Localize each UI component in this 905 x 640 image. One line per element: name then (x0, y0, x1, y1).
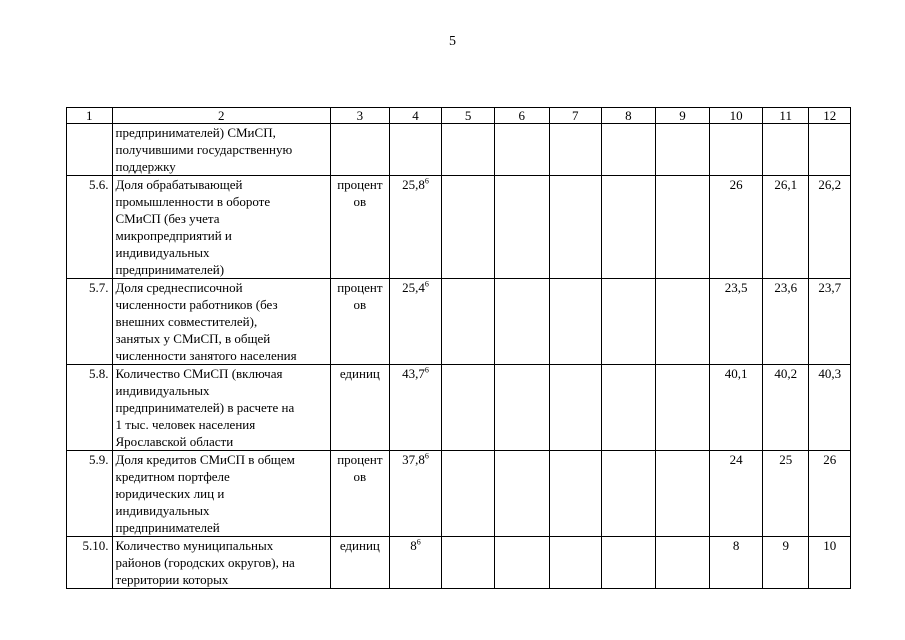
empty-cell (602, 279, 656, 365)
base-value-text: 25,8 (402, 177, 425, 192)
unit-line: процент (337, 177, 383, 192)
empty-cell (655, 176, 710, 279)
empty-cell (549, 365, 602, 451)
empty-cell (494, 365, 549, 451)
target-value: 26 (710, 176, 763, 279)
indicator-name-line: предпринимателей (115, 520, 220, 535)
empty-cell (442, 176, 495, 279)
empty-cell (442, 124, 495, 176)
empty-cell (494, 451, 549, 537)
empty-cell (549, 537, 602, 589)
indicator-name-line: численности занятого населения (115, 348, 297, 363)
target-value: 25 (762, 451, 809, 537)
unit-line: ов (353, 297, 367, 312)
indicator-name-line: территории которых (115, 572, 229, 587)
table-body (67, 124, 851, 589)
base-value-text: 43,7 (402, 366, 425, 381)
column-header: 12 (809, 108, 851, 124)
target-value (809, 124, 851, 176)
base-value (389, 176, 442, 279)
unit-line: процент (337, 280, 383, 295)
indicator-name-line: Ярославской области (115, 434, 234, 449)
empty-cell (655, 365, 710, 451)
unit-line: ов (353, 194, 367, 209)
indicator-name-line: Доля кредитов СМиСП в общем (115, 452, 295, 467)
table-row (67, 176, 851, 279)
base-value (389, 365, 442, 451)
target-value: 40,3 (809, 365, 851, 451)
column-header: 11 (762, 108, 809, 124)
row-number: 5.9. (67, 451, 113, 537)
empty-cell (655, 451, 710, 537)
footnote-marker: 6 (424, 176, 429, 186)
indicator-name-line: индивидуальных (115, 503, 210, 518)
table-row (67, 537, 851, 589)
column-header: 3 (331, 108, 390, 124)
table-row (67, 124, 851, 176)
indicator-name-line: предпринимателей) в расчете на (115, 400, 295, 415)
column-header: 4 (389, 108, 442, 124)
row-number: 5.10. (67, 537, 113, 589)
empty-cell (549, 124, 602, 176)
target-value: 23,5 (710, 279, 763, 365)
empty-cell (602, 124, 656, 176)
target-value: 26 (809, 451, 851, 537)
empty-cell (442, 451, 495, 537)
base-value (389, 537, 442, 589)
target-value: 40,2 (762, 365, 809, 451)
target-value: 26,2 (809, 176, 851, 279)
column-header: 10 (710, 108, 763, 124)
indicator-name (112, 176, 331, 279)
target-value: 10 (809, 537, 851, 589)
row-number (67, 124, 113, 176)
footnote-marker: 6 (424, 451, 429, 461)
empty-cell (602, 451, 656, 537)
indicator-name-line: получившими государственную (115, 142, 293, 157)
base-value (389, 451, 442, 537)
target-value: 8 (710, 537, 763, 589)
empty-cell (602, 537, 656, 589)
indicator-name-line: микропредприятий и (115, 228, 232, 243)
column-header: 6 (494, 108, 549, 124)
table-row (67, 279, 851, 365)
indicator-name-line: предпринимателей) (115, 262, 225, 277)
unit-line: ов (353, 469, 367, 484)
unit-line: единиц (339, 538, 380, 553)
page-number: 5 (449, 34, 456, 49)
target-value: 9 (762, 537, 809, 589)
row-number: 5.6. (67, 176, 113, 279)
empty-cell (442, 537, 495, 589)
unit-cell (331, 451, 390, 537)
indicator-name-line: занятых у СМиСП, в общей (115, 331, 271, 346)
empty-cell (549, 176, 602, 279)
empty-cell (442, 365, 495, 451)
target-value: 40,1 (710, 365, 763, 451)
indicator-name-line: Доля обрабатывающей (115, 177, 243, 192)
column-header: 5 (442, 108, 495, 124)
empty-cell (549, 279, 602, 365)
indicators-table (66, 107, 851, 589)
column-header: 7 (549, 108, 602, 124)
empty-cell (602, 176, 656, 279)
unit-cell (331, 124, 390, 176)
base-value-text: 37,8 (402, 452, 425, 467)
target-value: 24 (710, 451, 763, 537)
column-header: 8 (602, 108, 656, 124)
empty-cell (494, 124, 549, 176)
unit-line: процент (337, 452, 383, 467)
empty-cell (494, 176, 549, 279)
indicator-name (112, 451, 331, 537)
indicator-name (112, 279, 331, 365)
target-value: 23,6 (762, 279, 809, 365)
base-value (389, 279, 442, 365)
footnote-marker: 6 (424, 365, 429, 375)
indicator-name-line: индивидуальных (115, 245, 210, 260)
indicator-name-line: численности работников (без (115, 297, 278, 312)
indicator-name (112, 124, 331, 176)
footnote-marker: 6 (416, 537, 421, 547)
row-number: 5.7. (67, 279, 113, 365)
unit-cell (331, 537, 390, 589)
column-header: 2 (112, 108, 331, 124)
indicator-name-line: поддержку (115, 159, 176, 174)
empty-cell (494, 279, 549, 365)
indicator-name-line: Количество СМиСП (включая (115, 366, 283, 381)
base-value (389, 124, 442, 176)
indicator-name-line: промышленности в обороте (115, 194, 271, 209)
empty-cell (494, 537, 549, 589)
empty-cell (655, 124, 710, 176)
unit-cell (331, 365, 390, 451)
indicator-name-line: кредитном портфеле (115, 469, 230, 484)
indicator-name (112, 365, 331, 451)
indicator-name (112, 537, 331, 589)
indicator-name-line: предпринимателей) СМиСП, (115, 125, 276, 140)
column-header: 1 (67, 108, 113, 124)
indicator-name-line: юридических лиц и (115, 486, 225, 501)
target-value (762, 124, 809, 176)
empty-cell (549, 451, 602, 537)
column-number-row (67, 108, 851, 124)
indicator-name-line: районов (городских округов), на (115, 555, 295, 570)
empty-cell (602, 365, 656, 451)
unit-cell (331, 279, 390, 365)
table-row (67, 365, 851, 451)
unit-cell (331, 176, 390, 279)
target-value (710, 124, 763, 176)
empty-cell (655, 279, 710, 365)
row-number: 5.8. (67, 365, 113, 451)
target-value: 23,7 (809, 279, 851, 365)
footnote-marker: 6 (424, 279, 429, 289)
unit-line: единиц (339, 366, 380, 381)
indicator-name-line: Количество муниципальных (115, 538, 274, 553)
base-value-text: 25,4 (402, 280, 425, 295)
empty-cell (655, 537, 710, 589)
base-value-text: 8 (410, 538, 417, 553)
empty-cell (442, 279, 495, 365)
indicator-name-line: индивидуальных (115, 383, 210, 398)
column-header: 9 (655, 108, 710, 124)
indicator-name-line: Доля среднесписочной (115, 280, 243, 295)
table-row (67, 451, 851, 537)
target-value: 26,1 (762, 176, 809, 279)
indicator-name-line: СМиСП (без учета (115, 211, 220, 226)
indicator-name-line: 1 тыс. человек населения (115, 417, 256, 432)
indicator-name-line: внешних совместителей), (115, 314, 258, 329)
